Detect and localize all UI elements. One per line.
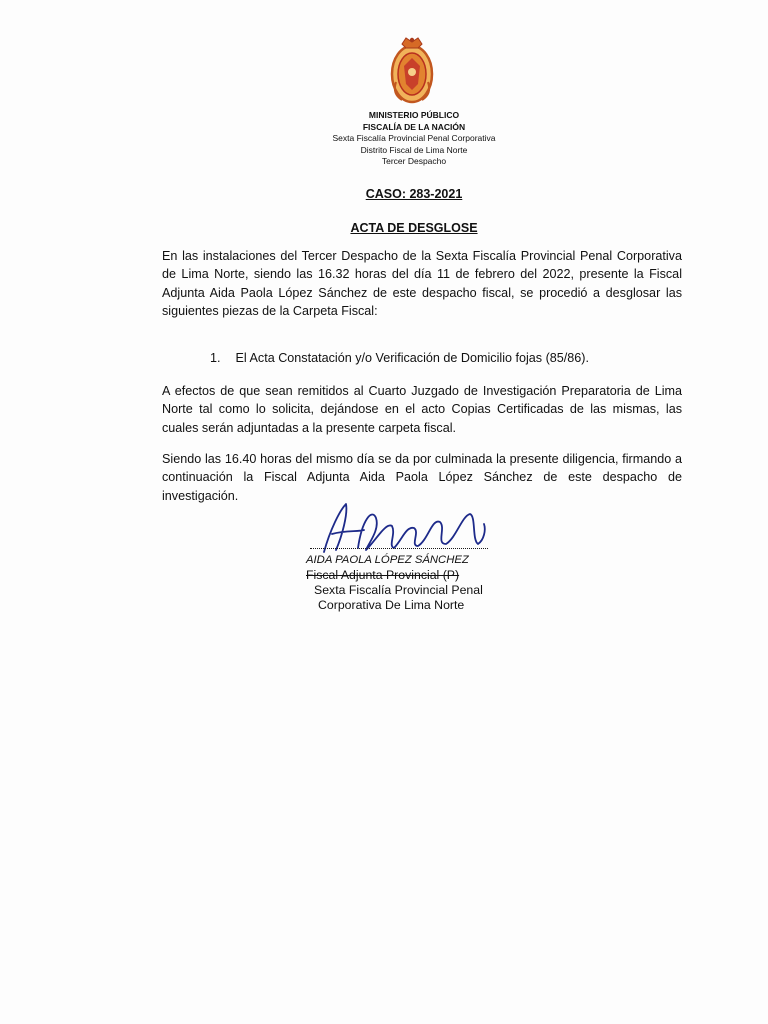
- list-item: [210, 349, 589, 367]
- stamp-role: Fiscal Adjunta Provincial (P): [306, 568, 460, 582]
- document-title: ACTA DE DESGLOSE: [350, 221, 478, 235]
- header-line-ministerio: MINISTERIO PÚBLICO: [368, 110, 460, 120]
- paragraph-remision: A efectos de que sean remitidos al Cuarto Juzgado de Investigación Preparatoria de Lima Norte tal como lo solicita, dejándose en el acto Copias Certificadas de las mismas, las cuales serán adjuntadas a la presente carpeta fiscal.: [162, 384, 682, 435]
- list-item-text: El Acta Constatación y/o Verificación de Domicilio fojas (85/86).: [235, 351, 589, 365]
- paragraph-intro: En las instalaciones del Tercer Despacho de la Sexta Fiscalía Provincial Penal Corporativa de Lima Norte, siendo las 16.32 horas del día 11 de febrero del 2022, presente la Fiscal Adjunta Aida Paola López Sánchez de este despacho fiscal, se procedió a desglosar las siguientes piezas de la Carpeta Fiscal:: [162, 249, 682, 318]
- stamp-office-line1: Sexta Fiscalía Provincial Penal: [314, 583, 483, 597]
- list-item-number: 1.: [210, 351, 221, 365]
- signature-line: [310, 548, 488, 549]
- institution-header: [284, 110, 544, 168]
- header-line-sexta-fiscalia: Sexta Fiscalía Provincial Penal Corporativa: [332, 133, 496, 143]
- handwritten-signature: [306, 500, 496, 560]
- case-number: CASO: 283-2021: [365, 187, 463, 201]
- stamp-name: AIDA PAOLA LÓPEZ SÁNCHEZ: [306, 554, 469, 566]
- header-line-despacho: Tercer Despacho: [381, 156, 447, 166]
- header-line-distrito: Distrito Fiscal de Lima Norte: [360, 144, 468, 155]
- signature-stamp: [306, 553, 506, 613]
- paragraph-cierre: Siendo las 16.40 horas del mismo día se da por culminada la presente diligencia, firmando a continuación la Fiscal Adjunta Aida Paola López Sánchez de este despacho de investigación.: [162, 452, 682, 503]
- stamp-office-line2: Corporativa De Lima Norte: [318, 598, 465, 612]
- header-line-fiscalia: FISCALÍA DE LA NACIÓN: [362, 121, 466, 132]
- ministerio-publico-crest-icon: [388, 32, 436, 110]
